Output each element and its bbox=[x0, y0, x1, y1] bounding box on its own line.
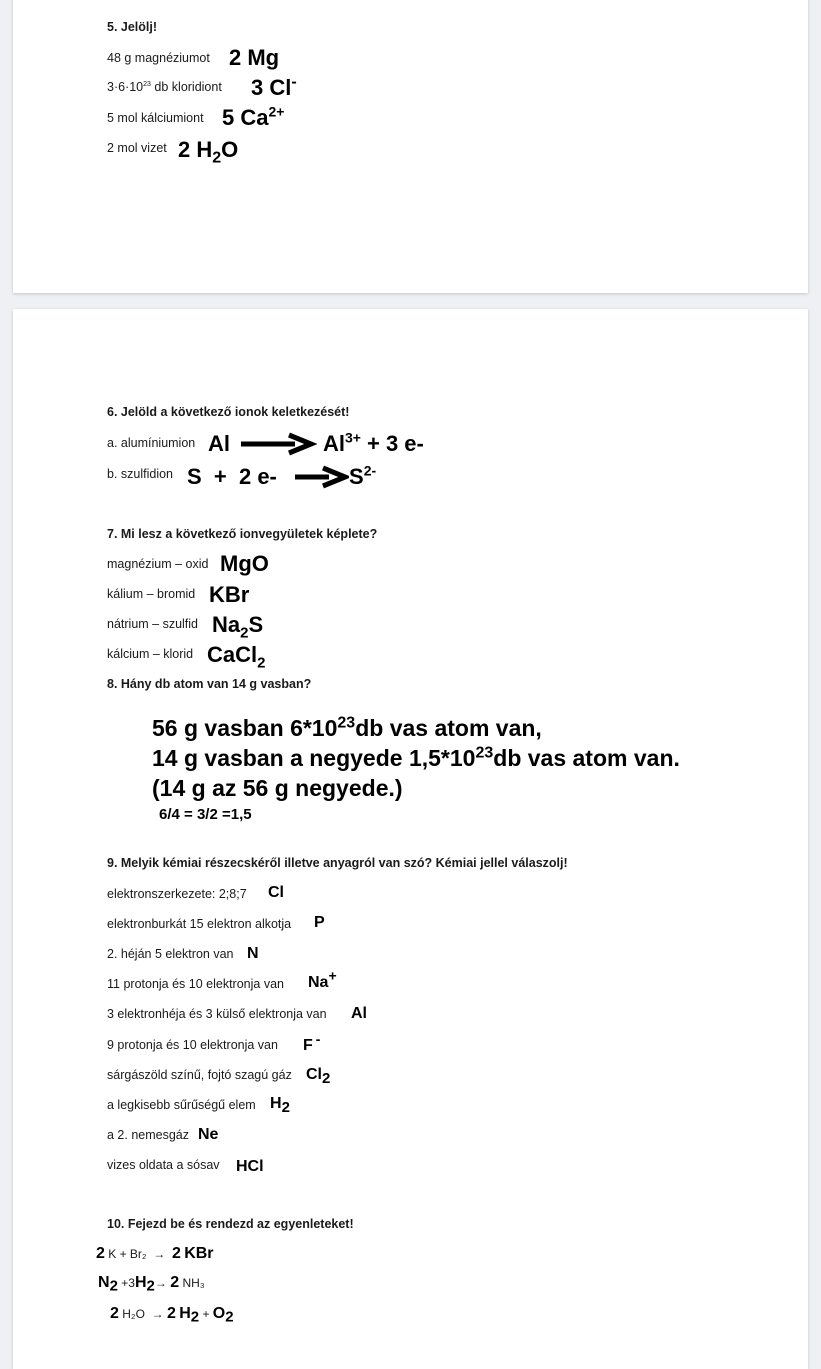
q7-label-3: nátrium – szulfid bbox=[107, 617, 199, 631]
q6-title: 6. Jelöld a következő ionok keletkezését! bbox=[107, 405, 350, 419]
q8-line-2: 14 g vasban a negyede $1,5*10^{23}db$ vas atom van. bbox=[152, 744, 680, 771]
q9-answer-8: $H_2$ bbox=[270, 1095, 290, 1117]
q5-answer-1: 2 Mg bbox=[229, 45, 280, 70]
q9-label-6: 9 protonja és 10 elektronja van bbox=[107, 1038, 278, 1052]
q8-line-1: 56 g vasban $6*10^{23}db$ vas atom van, bbox=[152, 714, 542, 741]
q9-answer-3: N bbox=[247, 945, 259, 962]
q9-answer-10: HCl bbox=[236, 1158, 264, 1175]
q5-answer-2: 3 Cl- bbox=[251, 73, 297, 100]
q9-title: 9. Melyik kémiai részecskéről illetve anyagról van szó? Kémiai jellel válaszolj! bbox=[107, 856, 568, 870]
q8-line-3: (14 g az 56 g negyede.) bbox=[152, 775, 403, 801]
q10-title: 10. Fejezd be és rendezd az egyenleteket! bbox=[107, 1217, 354, 1231]
q9-label-5: 3 elektronhéja és 3 külső elektronja van bbox=[107, 1007, 327, 1021]
q7-label-2: kálium – bromid bbox=[107, 587, 196, 601]
q10-equation-2: $N_2 +3H_2\to 2$ NH₃ bbox=[98, 1274, 205, 1295]
q5-answer-3: 5 $Ca^{2+}$ bbox=[222, 103, 285, 130]
q9-label-7: sárgászöld színű, fojtó szagú gáz bbox=[107, 1068, 292, 1082]
q8-line-4: 6/4 = 3/2 =1,5 bbox=[159, 806, 252, 823]
q6-a-tail: + 3 e- bbox=[367, 431, 424, 456]
q9-answer-6: F - bbox=[303, 1030, 321, 1054]
page-2 bbox=[13, 309, 808, 1369]
q7-formula-1: MgO bbox=[220, 551, 269, 576]
q7-formula-4: CaCl$_2$ bbox=[207, 642, 266, 672]
q7-label-1: magnézium – oxid bbox=[107, 557, 209, 571]
right-arrow-icon bbox=[239, 432, 317, 456]
q10-equation-1: 2 K + Br₂ → 2 KBr bbox=[96, 1245, 214, 1262]
q9-label-9: a 2. nemesgáz bbox=[107, 1128, 189, 1142]
q5-label-1: 48 g magnéziumot bbox=[107, 51, 210, 65]
q9-answer-9: Ne bbox=[198, 1126, 219, 1143]
q5-label-3: 5 mol kálciumiont bbox=[107, 111, 204, 125]
q6-b-left: S + 2 e- bbox=[187, 464, 277, 489]
q5-label-4: 2 mol vizet bbox=[107, 141, 167, 155]
q9-answer-2: P bbox=[314, 914, 325, 931]
page-1 bbox=[13, 0, 808, 293]
q7-formula-2: KBr bbox=[209, 582, 250, 607]
q6-a-label: a. alumíniumion bbox=[107, 436, 196, 450]
q9-answer-1: Cl bbox=[268, 884, 284, 901]
q6-b-right: $S^{2-}$ bbox=[349, 462, 377, 489]
q9-label-8: a legkisebb sűrűségű elem bbox=[107, 1098, 256, 1112]
q5-title: 5. Jelölj! bbox=[107, 20, 158, 34]
q5-label-2: $3\cdot 6\cdot 10^{23}$ db kloridiont bbox=[107, 80, 222, 94]
q6-a-left: Al bbox=[208, 431, 230, 456]
q9-answer-7: $Cl_2$ bbox=[306, 1066, 331, 1088]
q9-answer-5: Al bbox=[351, 1005, 367, 1022]
q9-label-3: 2. héján 5 elektron van bbox=[107, 947, 234, 961]
q7-title: 7. Mi lesz a következő ionvegyületek képlete? bbox=[107, 527, 378, 541]
q9-answer-4: Na+ bbox=[308, 967, 337, 991]
q10-equation-3: 2 H₂O → 2 $H_2 + O_2$ bbox=[110, 1305, 234, 1326]
q5-answer-4: 2 $H_2O$ bbox=[178, 137, 239, 167]
q7-label-4: kálcium – klorid bbox=[107, 647, 194, 661]
right-arrow-icon-2 bbox=[293, 465, 349, 489]
q9-label-4: 11 protonja és 10 elektronja van bbox=[107, 977, 284, 991]
q6-b-label: b. szulfidion bbox=[107, 467, 174, 481]
q7-formula-3: $Na_2S$ bbox=[212, 612, 264, 642]
q8-title: 8. Hány db atom van 14 g vasban? bbox=[107, 677, 312, 691]
q9-label-2: elektronburkát 15 elektron alkotja bbox=[107, 917, 292, 931]
q6-a-right: $Al^{3+}$ bbox=[323, 429, 361, 456]
q9-label-1: elektronszerkezete: 2;8;7 bbox=[107, 887, 247, 901]
q9-label-10: vizes oldata a sósav bbox=[107, 1158, 220, 1172]
